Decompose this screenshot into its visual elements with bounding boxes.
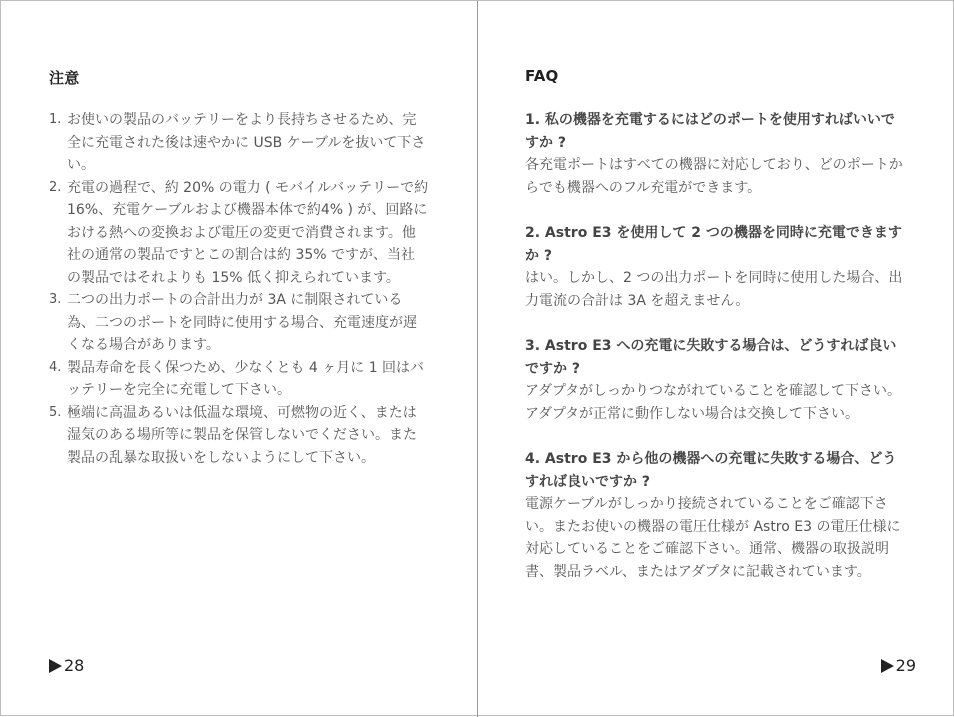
note-number: 4. [49, 359, 62, 375]
note-item [49, 402, 429, 470]
faq-answer: はい。しかし、2 つの出力ポートを同時に使用した場合、出力電流の合計は 3A を超えません。 [525, 270, 903, 309]
faq-question: 4. Astro E3 から他の機器への充電に失敗する場合、どうすれば良いですか ? [525, 451, 897, 490]
note-number: 1. [49, 112, 62, 127]
note-text: 製品寿命を長く保つため、少なくとも 4 ヶ月に 1 回はバッテリーを完全に充電して下さい。 [67, 359, 425, 398]
page-number-right [881, 656, 916, 675]
page-number-left [49, 656, 84, 675]
faq-question: 1. 私の機器を充電するにはどのポートを使用すればいいですか ? [525, 112, 895, 151]
right-page [478, 1, 954, 717]
note-number: 5. [49, 404, 62, 420]
note-text: 充電の過程で、約 20% の電力 ( モバイルバッテリーで約16%、充電ケーブルおよび機器本体で約4% ) が、回路における熱への変換および電圧の変更で消費されます。他社の通常の製品ですとこの割合は約 35% ですが、当社の製品ではそれよりも 15% 低く抑えられています。 [67, 179, 429, 286]
page-number-text: 28 [64, 656, 85, 675]
note-number: 2. [49, 179, 62, 195]
note-item [49, 289, 429, 357]
notes-list [49, 109, 429, 469]
page-number-text: 29 [895, 656, 916, 675]
faq-list [525, 109, 907, 606]
note-item [49, 109, 429, 177]
faq-answer: アダプタがしっかりつながれていることを確認して下さい。アダプタが正常に動作しない場合は交換して下さい。 [525, 383, 902, 422]
note-number: 3. [49, 292, 62, 307]
faq-heading: FAQ [525, 67, 559, 85]
triangle-right-icon [881, 659, 894, 673]
faq-item [525, 109, 907, 199]
triangle-right-icon [49, 659, 62, 673]
faq-item [525, 335, 907, 425]
faq-answer: 各充電ポートはすべての機器に対応しており、どのポートからでも機器へのフル充電ができます。 [525, 157, 903, 196]
faq-item [525, 222, 907, 312]
faq-question: 2. Astro E3 を使用して 2 つの機器を同時に充電できますか ? [525, 225, 902, 264]
faq-question: 3. Astro E3 への充電に失敗する場合は、どうすれば良いですか ? [525, 338, 897, 377]
faq-answer: 電源ケーブルがしっかり接続されていることをご確認下さい。またお使いの機器の電圧仕様が Astro E3 の電圧仕様に対応していることをご確認下さい。通常、機器の取扱説明書、製品ラベル、またはアダプタに記載されています。 [525, 496, 901, 580]
note-item [49, 177, 429, 290]
faq-item [525, 448, 907, 583]
note-item [49, 357, 429, 402]
notes-heading: 注意 [49, 69, 80, 87]
note-text: 二つの出力ポートの合計出力が 3A に制限されている為、二つのポートを同時に使用する場合、充電速度が遅くなる場合があります。 [67, 292, 417, 353]
note-text: 極端に高温あるいは低温な環境、可燃物の近く、または湿気のある場所等に製品を保管しないでください。また製品の乱暴な取扱いをしないようにして下さい。 [67, 404, 417, 466]
note-text: お使いの製品のバッテリーをより長持ちさせるため、完全に充電された後は速やかに USB ケーブルを抜いて下さい。 [67, 112, 426, 173]
left-page [1, 1, 477, 717]
